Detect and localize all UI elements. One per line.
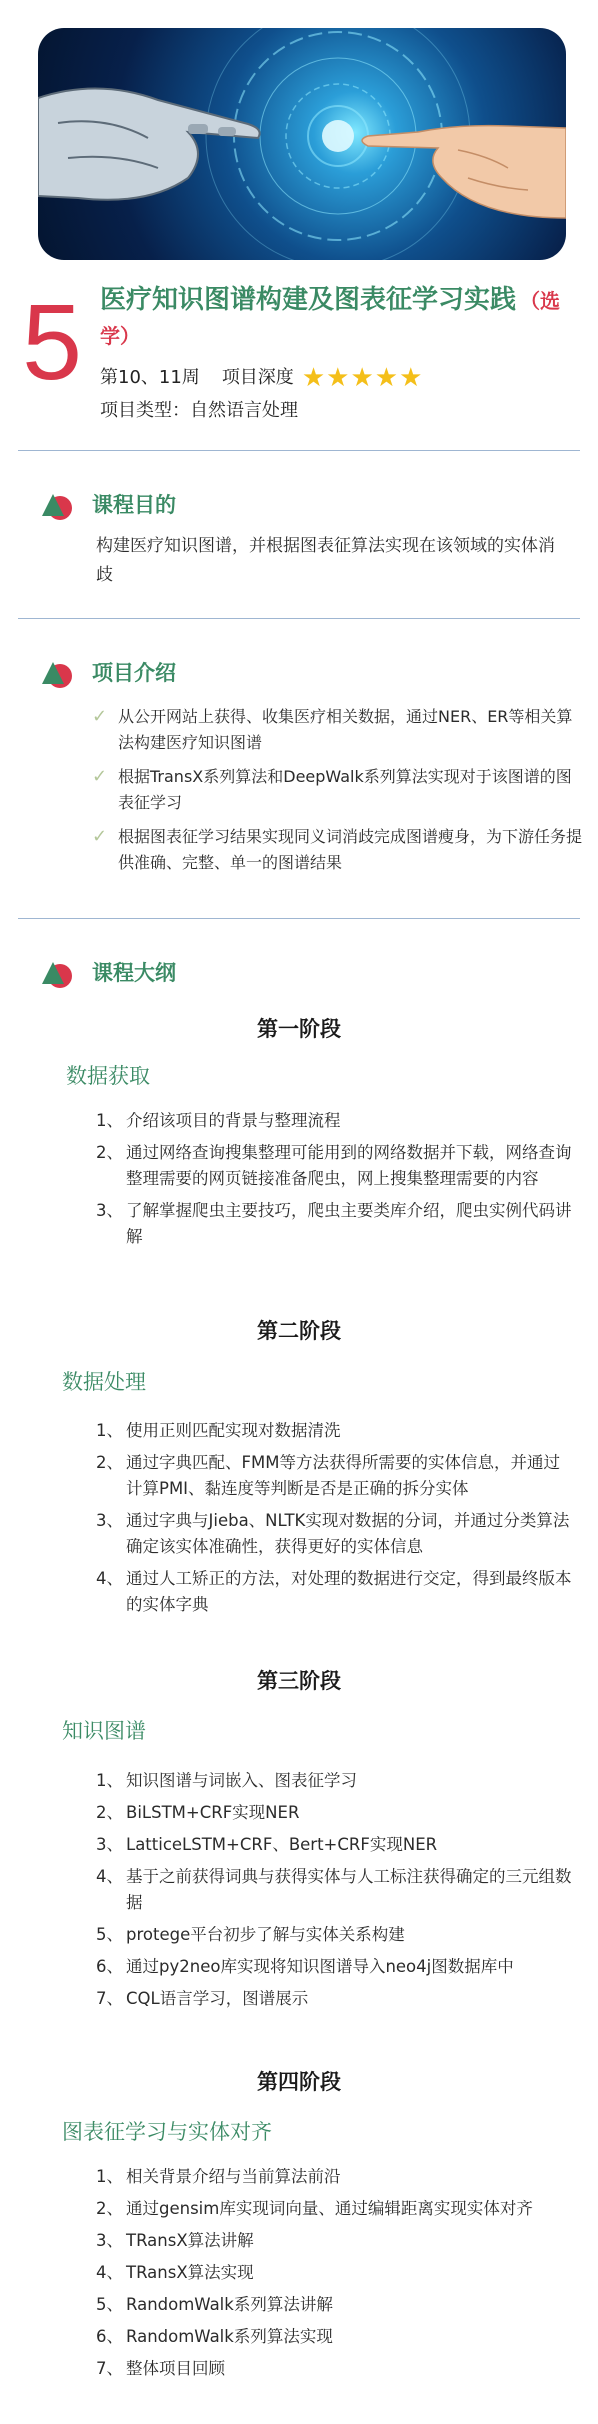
robot-human-hands-illustration	[38, 28, 566, 260]
star-icon: ★	[399, 363, 423, 393]
phase-subtitle: 数据处理	[62, 1370, 146, 1394]
course-title	[100, 283, 580, 353]
phase-subtitle: 数据获取	[66, 1064, 150, 1088]
list-item: 3、 LatticeLSTM+CRF、Bert+CRF实现NER	[96, 1835, 438, 1854]
phase-steps	[96, 1418, 576, 1624]
project-type: 项目类型：自然语言处理	[100, 400, 298, 421]
meta-line	[100, 364, 423, 392]
list-item: 3、 通过字典与Jieba、NLTK实现对数据的分词，并通过分类算法确定该实体准确性，获得更好的实体信息	[96, 1511, 570, 1556]
phase-steps	[96, 1768, 576, 2018]
star-icon: ★	[326, 363, 350, 393]
outline-title: 课程大纲	[92, 961, 176, 985]
goal-text: 构建医疗知识图谱，并根据图表征算法实现在该领域的实体消歧	[96, 536, 555, 585]
list-item: 7、 CQL语言学习，图谱展示	[96, 1989, 309, 2008]
phase-title: 第一阶段	[257, 1017, 341, 1041]
depth-stars	[302, 365, 424, 391]
triangle-circle-icon	[38, 486, 74, 522]
list-item: 2、 通过gensim库实现词向量、通过编辑距离实现实体对齐	[96, 2199, 533, 2218]
list-item: 3、 TRansX算法讲解	[96, 2231, 254, 2250]
intro-list	[92, 704, 582, 884]
list-item: 4、 通过人工矫正的方法，对处理的数据进行交定，得到最终版本的实体字典	[96, 1569, 572, 1614]
list-item: 5、 RandomWalk系列算法讲解	[96, 2295, 333, 2314]
outline-heading	[38, 954, 176, 990]
divider	[18, 618, 580, 619]
list-item: 1、 知识图谱与词嵌入、图表征学习	[96, 1771, 357, 1790]
divider	[18, 918, 580, 919]
project-number: 5	[22, 281, 83, 402]
human-hand-icon	[362, 126, 566, 218]
list-item: 2、 BiLSTM+CRF实现NER	[96, 1803, 300, 1822]
intro-title: 项目介绍	[92, 661, 176, 685]
list-item: ✓ 根据TransX系列算法和DeepWalk系列算法实现对于该图谱的图表征学习	[92, 764, 582, 816]
list-item: ✓ 根据图表征学习结果实现同义词消歧完成图谱瘦身，为下游任务提供准确、完整、单一的图谱结果	[92, 824, 582, 876]
check-icon: ✓	[92, 826, 108, 847]
triangle-circle-icon	[38, 654, 74, 690]
triangle-circle-icon	[38, 954, 74, 990]
list-item: 3、 了解掌握爬虫主要技巧，爬虫主要类库介绍，爬虫实例代码讲解	[96, 1201, 572, 1246]
star-icon: ★	[301, 363, 326, 393]
list-item: 6、 RandomWalk系列算法实现	[96, 2327, 333, 2346]
hero-image	[38, 28, 566, 260]
check-icon: ✓	[92, 766, 108, 787]
phase-title: 第四阶段	[257, 2070, 341, 2094]
course-title-text: 医疗知识图谱构建及图表征学习实践	[100, 285, 517, 315]
list-item: 2、 通过字典匹配、FMM等方法获得所需要的实体信息，并通过计算PMI、黏连度等判断是否是正确的拆分实体	[96, 1453, 560, 1498]
list-item: 5、 protege平台初步了解与实体关系构建	[96, 1925, 405, 1944]
robot-hand-icon	[38, 88, 260, 199]
optional-tag: （选学）	[100, 289, 561, 348]
divider	[18, 450, 580, 451]
goal-heading	[38, 486, 176, 522]
phase-subtitle: 图表征学习与实体对齐	[62, 2120, 272, 2144]
list-item: 7、 整体项目回顾	[96, 2359, 225, 2378]
phase-subtitle: 知识图谱	[62, 1719, 146, 1743]
check-icon: ✓	[92, 706, 108, 727]
phase-steps	[96, 2164, 576, 2388]
list-item: 4、 基于之前获得词典与获得实体与人工标注获得确定的三元组数据	[96, 1867, 572, 1912]
list-item: 1、 介绍该项目的背景与整理流程	[96, 1111, 341, 1130]
phase-steps	[96, 1108, 576, 1256]
weeks-label: 第10、11周	[100, 367, 200, 388]
star-icon: ★	[374, 363, 399, 393]
list-item: 1、 相关背景介绍与当前算法前沿	[96, 2167, 341, 2186]
list-item: 4、 TRansX算法实现	[96, 2263, 254, 2282]
list-item: ✓ 从公开网站上获得、收集医疗相关数据，通过NER、ER等相关算法构建医疗知识图谱	[92, 704, 582, 756]
list-item: 6、 通过py2neo库实现将知识图谱导入neo4j图数据库中	[96, 1957, 514, 1976]
phase-title: 第三阶段	[257, 1669, 341, 1693]
list-item: 1、 使用正则匹配实现对数据清洗	[96, 1421, 341, 1440]
goal-title: 课程目的	[92, 493, 176, 517]
phase-title: 第二阶段	[257, 1319, 341, 1343]
depth-label: 项目深度	[221, 367, 294, 388]
intro-heading	[38, 654, 176, 690]
list-item: 2、 通过网络查询搜集整理可能用到的网络数据并下载，网络查询整理需要的网页链接准备爬虫，网上搜集整理需要的内容	[96, 1143, 572, 1188]
star-icon: ★	[350, 363, 374, 393]
